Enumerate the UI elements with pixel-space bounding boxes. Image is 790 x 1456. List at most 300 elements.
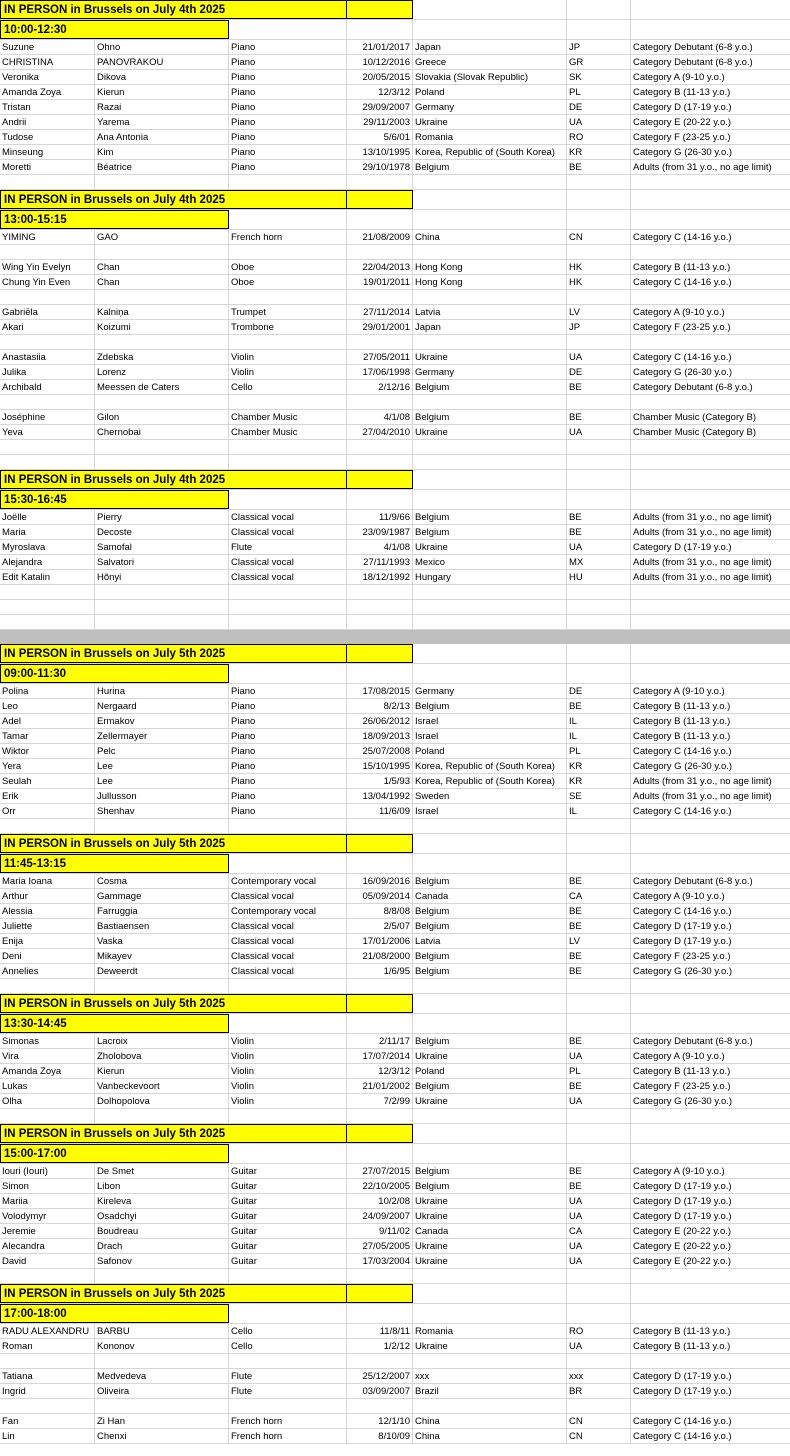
empty-cell[interactable]: [0, 395, 95, 409]
last-name-cell[interactable]: Ermakov: [95, 714, 229, 728]
category-cell[interactable]: Category D (17-19 y.o.): [633, 935, 732, 947]
country-code-cell[interactable]: SK: [567, 70, 631, 84]
first-name-cell[interactable]: Maria Ioana: [0, 874, 95, 888]
last-name-cell[interactable]: Decoste: [95, 525, 229, 539]
country-cell[interactable]: Hong Kong: [413, 275, 567, 289]
country-code-cell[interactable]: UA: [567, 350, 631, 364]
instrument-cell[interactable]: Guitar: [229, 1224, 347, 1238]
first-name-cell[interactable]: Veronika: [0, 70, 95, 84]
empty-cell[interactable]: [567, 1014, 631, 1033]
empty-cell[interactable]: [347, 20, 413, 39]
country-cell[interactable]: Belgium: [413, 525, 567, 539]
empty-cell[interactable]: [631, 834, 790, 853]
country-cell[interactable]: Ukraine: [413, 1339, 567, 1353]
instrument-cell[interactable]: Piano: [229, 714, 347, 728]
empty-cell[interactable]: [413, 395, 567, 409]
empty-cell[interactable]: [413, 1124, 567, 1143]
country-code-cell[interactable]: UA: [567, 1339, 631, 1353]
time-slot[interactable]: 10:00-12:30: [0, 20, 229, 39]
country-code-cell[interactable]: BE: [567, 964, 631, 978]
empty-cell[interactable]: [631, 854, 790, 873]
country-code-cell[interactable]: GR: [567, 55, 631, 69]
country-code-cell[interactable]: xxx: [567, 1369, 631, 1383]
instrument-cell[interactable]: Piano: [229, 774, 347, 788]
country-cell[interactable]: xxx: [413, 1369, 567, 1383]
country-code-cell[interactable]: UA: [567, 1094, 631, 1108]
empty-cell[interactable]: [0, 1109, 95, 1123]
instrument-cell[interactable]: Guitar: [229, 1239, 347, 1253]
last-name-cell[interactable]: Hõnyi: [95, 570, 229, 584]
category-cell[interactable]: Adults (from 31 y.o., no age limit): [633, 161, 772, 173]
country-cell[interactable]: Hong Kong: [413, 260, 567, 274]
birth-date-cell[interactable]: 27/11/2014: [347, 305, 413, 319]
country-cell[interactable]: Sweden: [413, 789, 567, 803]
first-name-cell[interactable]: Akari: [0, 320, 95, 334]
empty-cell[interactable]: [413, 644, 567, 663]
instrument-cell[interactable]: French horn: [229, 1429, 347, 1443]
country-code-cell[interactable]: BE: [567, 949, 631, 963]
first-name-cell[interactable]: Julika: [0, 365, 95, 379]
country-cell[interactable]: Belgium: [413, 949, 567, 963]
birth-date-cell[interactable]: 9/11/02: [347, 1224, 413, 1238]
country-code-cell[interactable]: IL: [567, 729, 631, 743]
instrument-cell[interactable]: Trombone: [229, 320, 347, 334]
instrument-cell[interactable]: Violin: [229, 1034, 347, 1048]
last-name-cell[interactable]: Safonov: [95, 1254, 229, 1268]
empty-cell[interactable]: [413, 290, 567, 304]
last-name-cell[interactable]: Koizumi: [95, 320, 229, 334]
instrument-cell[interactable]: Guitar: [229, 1254, 347, 1268]
empty-cell[interactable]: [413, 470, 567, 489]
country-cell[interactable]: Korea, Republic of (South Korea): [413, 759, 567, 773]
birth-date-cell[interactable]: 1/2/12: [347, 1339, 413, 1353]
first-name-cell[interactable]: Yeva: [0, 425, 95, 439]
birth-date-cell[interactable]: 13/10/1995: [347, 145, 413, 159]
instrument-cell[interactable]: Classical vocal: [229, 964, 347, 978]
empty-cell[interactable]: [229, 819, 347, 833]
instrument-cell[interactable]: Classical vocal: [229, 510, 347, 524]
country-code-cell[interactable]: DE: [567, 365, 631, 379]
empty-cell[interactable]: [631, 470, 790, 489]
empty-cell[interactable]: [631, 1284, 790, 1303]
birth-date-cell[interactable]: 12/1/10: [347, 1414, 413, 1428]
section-title[interactable]: IN PERSON in Brussels on July 5th 2025: [0, 1284, 347, 1303]
empty-cell[interactable]: [0, 979, 95, 993]
empty-cell[interactable]: [347, 455, 413, 469]
empty-cell[interactable]: [95, 290, 229, 304]
first-name-cell[interactable]: Adel: [0, 714, 95, 728]
last-name-cell[interactable]: Lacroix: [95, 1034, 229, 1048]
country-code-cell[interactable]: BE: [567, 160, 631, 174]
empty-cell[interactable]: [413, 1109, 567, 1123]
empty-cell[interactable]: [631, 1269, 790, 1283]
empty-cell[interactable]: [567, 979, 631, 993]
instrument-cell[interactable]: French horn: [229, 230, 347, 244]
instrument-cell[interactable]: Classical vocal: [229, 949, 347, 963]
empty-cell[interactable]: [567, 1124, 631, 1143]
empty-cell[interactable]: [413, 210, 567, 229]
empty-cell[interactable]: [229, 290, 347, 304]
empty-cell[interactable]: [347, 490, 413, 509]
empty-cell[interactable]: [347, 615, 413, 629]
empty-cell[interactable]: [567, 1284, 631, 1303]
last-name-cell[interactable]: Boudreau: [95, 1224, 229, 1238]
category-cell[interactable]: Category G (26-30 y.o.): [633, 146, 733, 158]
country-cell[interactable]: Korea, Republic of (South Korea): [413, 774, 567, 788]
empty-cell[interactable]: [567, 644, 631, 663]
empty-cell[interactable]: [347, 1109, 413, 1123]
empty-cell[interactable]: [0, 455, 95, 469]
country-cell[interactable]: Ukraine: [413, 1239, 567, 1253]
birth-date-cell[interactable]: 27/11/1993: [347, 555, 413, 569]
birth-date-cell[interactable]: 18/09/2013: [347, 729, 413, 743]
last-name-cell[interactable]: Béatrice: [95, 160, 229, 174]
empty-cell[interactable]: [229, 210, 347, 229]
country-code-cell[interactable]: CA: [567, 889, 631, 903]
empty-cell[interactable]: [0, 1399, 95, 1413]
country-cell[interactable]: Germany: [413, 684, 567, 698]
first-name-cell[interactable]: Deni: [0, 949, 95, 963]
country-code-cell[interactable]: KR: [567, 774, 631, 788]
instrument-cell[interactable]: Contemporary vocal: [229, 874, 347, 888]
first-name-cell[interactable]: Suzune: [0, 40, 95, 54]
instrument-cell[interactable]: Chamber Music: [229, 425, 347, 439]
category-cell[interactable]: Category F (23-25 y.o.): [633, 321, 731, 333]
instrument-cell[interactable]: Violin: [229, 350, 347, 364]
country-cell[interactable]: Ukraine: [413, 115, 567, 129]
first-name-cell[interactable]: Tudose: [0, 130, 95, 144]
country-code-cell[interactable]: UA: [567, 1254, 631, 1268]
birth-date-cell[interactable]: 1/5/93: [347, 774, 413, 788]
last-name-cell[interactable]: Deweerdt: [95, 964, 229, 978]
empty-cell[interactable]: [347, 1144, 413, 1163]
instrument-cell[interactable]: Flute: [229, 1384, 347, 1398]
empty-cell[interactable]: [413, 1304, 567, 1323]
section-title-extension[interactable]: [347, 190, 413, 209]
empty-cell[interactable]: [347, 210, 413, 229]
empty-cell[interactable]: [95, 979, 229, 993]
last-name-cell[interactable]: Razai: [95, 100, 229, 114]
section-title[interactable]: IN PERSON in Brussels on July 5th 2025: [0, 1124, 347, 1143]
category-cell[interactable]: Category D (17-19 y.o.): [633, 1195, 732, 1207]
birth-date-cell[interactable]: 8/2/13: [347, 699, 413, 713]
category-cell[interactable]: Category C (14-16 y.o.): [633, 745, 732, 757]
empty-cell[interactable]: [631, 190, 790, 209]
country-code-cell[interactable]: BE: [567, 919, 631, 933]
country-cell[interactable]: Greece: [413, 55, 567, 69]
instrument-cell[interactable]: Chamber Music: [229, 410, 347, 424]
empty-cell[interactable]: [95, 819, 229, 833]
empty-cell[interactable]: [567, 20, 631, 39]
birth-date-cell[interactable]: 27/05/2011: [347, 350, 413, 364]
empty-cell[interactable]: [229, 20, 347, 39]
instrument-cell[interactable]: Piano: [229, 789, 347, 803]
empty-cell[interactable]: [413, 615, 567, 629]
empty-cell[interactable]: [631, 1109, 790, 1123]
birth-date-cell[interactable]: 10/12/2016: [347, 55, 413, 69]
country-code-cell[interactable]: DE: [567, 100, 631, 114]
first-name-cell[interactable]: Olha: [0, 1094, 95, 1108]
country-cell[interactable]: China: [413, 1429, 567, 1443]
empty-cell[interactable]: [95, 175, 229, 189]
empty-cell[interactable]: [567, 600, 631, 614]
last-name-cell[interactable]: Kim: [95, 145, 229, 159]
instrument-cell[interactable]: Piano: [229, 759, 347, 773]
empty-cell[interactable]: [347, 1354, 413, 1368]
empty-cell[interactable]: [413, 20, 567, 39]
last-name-cell[interactable]: Bastiaensen: [95, 919, 229, 933]
empty-cell[interactable]: [631, 979, 790, 993]
empty-cell[interactable]: [413, 1284, 567, 1303]
last-name-cell[interactable]: Shenhav: [95, 804, 229, 818]
instrument-cell[interactable]: Classical vocal: [229, 525, 347, 539]
country-cell[interactable]: Korea, Republic of (South Korea): [413, 145, 567, 159]
last-name-cell[interactable]: BARBU: [95, 1324, 229, 1338]
first-name-cell[interactable]: Seulah: [0, 774, 95, 788]
first-name-cell[interactable]: Vira: [0, 1049, 95, 1063]
empty-cell[interactable]: [229, 440, 347, 454]
time-slot[interactable]: 09:00-11:30: [0, 664, 229, 683]
empty-cell[interactable]: [0, 1354, 95, 1368]
empty-cell[interactable]: [631, 644, 790, 663]
country-cell[interactable]: Latvia: [413, 934, 567, 948]
empty-cell[interactable]: [567, 190, 631, 209]
empty-cell[interactable]: [95, 615, 229, 629]
empty-cell[interactable]: [567, 210, 631, 229]
birth-date-cell[interactable]: 8/8/08: [347, 904, 413, 918]
country-code-cell[interactable]: RO: [567, 1324, 631, 1338]
first-name-cell[interactable]: Leo: [0, 699, 95, 713]
last-name-cell[interactable]: Kononov: [95, 1339, 229, 1353]
country-code-cell[interactable]: IL: [567, 804, 631, 818]
first-name-cell[interactable]: Roman: [0, 1339, 95, 1353]
category-cell[interactable]: Category B (11-13 y.o.): [633, 700, 731, 712]
first-name-cell[interactable]: Minseung: [0, 145, 95, 159]
country-cell[interactable]: Poland: [413, 744, 567, 758]
first-name-cell[interactable]: Orr: [0, 804, 95, 818]
empty-cell[interactable]: [413, 245, 567, 259]
time-slot[interactable]: 15:00-17:00: [0, 1144, 229, 1163]
birth-date-cell[interactable]: 11/9/66: [347, 510, 413, 524]
birth-date-cell[interactable]: 17/08/2015: [347, 684, 413, 698]
instrument-cell[interactable]: Guitar: [229, 1194, 347, 1208]
category-cell[interactable]: Category A (9-10 y.o.): [633, 1165, 725, 1177]
birth-date-cell[interactable]: 17/07/2014: [347, 1049, 413, 1063]
instrument-cell[interactable]: Flute: [229, 540, 347, 554]
country-code-cell[interactable]: HK: [567, 275, 631, 289]
empty-cell[interactable]: [347, 245, 413, 259]
time-slot[interactable]: 15:30-16:45: [0, 490, 229, 509]
first-name-cell[interactable]: Wiktor: [0, 744, 95, 758]
last-name-cell[interactable]: Zellermayer: [95, 729, 229, 743]
section-title[interactable]: IN PERSON in Brussels on July 4th 2025: [0, 190, 347, 209]
instrument-cell[interactable]: Oboe: [229, 275, 347, 289]
first-name-cell[interactable]: Wing Yin Evelyn: [0, 260, 95, 274]
empty-cell[interactable]: [0, 819, 95, 833]
empty-cell[interactable]: [413, 994, 567, 1013]
category-cell[interactable]: Category C (14-16 y.o.): [633, 1430, 732, 1442]
birth-date-cell[interactable]: 21/01/2017: [347, 40, 413, 54]
empty-cell[interactable]: [567, 455, 631, 469]
country-code-cell[interactable]: PL: [567, 85, 631, 99]
country-cell[interactable]: Israel: [413, 714, 567, 728]
empty-cell[interactable]: [347, 819, 413, 833]
country-cell[interactable]: Germany: [413, 100, 567, 114]
first-name-cell[interactable]: Joëlle: [0, 510, 95, 524]
country-cell[interactable]: Brazil: [413, 1384, 567, 1398]
empty-cell[interactable]: [567, 0, 631, 19]
category-cell[interactable]: Category C (14-16 y.o.): [633, 805, 732, 817]
empty-cell[interactable]: [567, 1354, 631, 1368]
country-cell[interactable]: Canada: [413, 889, 567, 903]
category-cell[interactable]: Category D (17-19 y.o.): [633, 541, 732, 553]
last-name-cell[interactable]: Kierun: [95, 1064, 229, 1078]
section-title-extension[interactable]: [347, 644, 413, 663]
category-cell[interactable]: Category Debutant (6-8 y.o.): [633, 875, 753, 887]
category-cell[interactable]: Category E (20-22 y.o.): [633, 1255, 732, 1267]
first-name-cell[interactable]: Polina: [0, 684, 95, 698]
country-cell[interactable]: Romania: [413, 1324, 567, 1338]
instrument-cell[interactable]: Piano: [229, 744, 347, 758]
empty-cell[interactable]: [567, 615, 631, 629]
empty-cell[interactable]: [631, 20, 790, 39]
section-title[interactable]: IN PERSON in Brussels on July 5th 2025: [0, 834, 347, 853]
category-cell[interactable]: Category F (23-25 y.o.): [633, 950, 731, 962]
birth-date-cell[interactable]: 12/3/12: [347, 85, 413, 99]
instrument-cell[interactable]: Piano: [229, 145, 347, 159]
country-code-cell[interactable]: BE: [567, 1179, 631, 1193]
category-cell[interactable]: Category G (26-30 y.o.): [633, 1095, 733, 1107]
country-cell[interactable]: Ukraine: [413, 1194, 567, 1208]
instrument-cell[interactable]: Violin: [229, 1049, 347, 1063]
country-cell[interactable]: China: [413, 1414, 567, 1428]
birth-date-cell[interactable]: 2/5/07: [347, 919, 413, 933]
birth-date-cell[interactable]: 17/03/2004: [347, 1254, 413, 1268]
empty-cell[interactable]: [229, 854, 347, 873]
empty-cell[interactable]: [347, 585, 413, 599]
empty-cell[interactable]: [567, 819, 631, 833]
category-cell[interactable]: Category B (11-13 y.o.): [633, 1340, 731, 1352]
empty-cell[interactable]: [0, 335, 95, 349]
first-name-cell[interactable]: Yera: [0, 759, 95, 773]
category-cell[interactable]: Category B (11-13 y.o.): [633, 1065, 731, 1077]
category-cell[interactable]: Adults (from 31 y.o., no age limit): [633, 775, 772, 787]
birth-date-cell[interactable]: 25/12/2007: [347, 1369, 413, 1383]
birth-date-cell[interactable]: 27/05/2005: [347, 1239, 413, 1253]
category-cell[interactable]: Category D (17-19 y.o.): [633, 1385, 732, 1397]
first-name-cell[interactable]: Tamar: [0, 729, 95, 743]
birth-date-cell[interactable]: 16/09/2016: [347, 874, 413, 888]
empty-cell[interactable]: [347, 1399, 413, 1413]
first-name-cell[interactable]: Mariia: [0, 1194, 95, 1208]
empty-cell[interactable]: [347, 1014, 413, 1033]
empty-cell[interactable]: [0, 615, 95, 629]
birth-date-cell[interactable]: 15/10/1995: [347, 759, 413, 773]
instrument-cell[interactable]: Contemporary vocal: [229, 904, 347, 918]
country-code-cell[interactable]: UA: [567, 115, 631, 129]
empty-cell[interactable]: [631, 1399, 790, 1413]
country-code-cell[interactable]: DE: [567, 684, 631, 698]
country-code-cell[interactable]: PL: [567, 1064, 631, 1078]
empty-cell[interactable]: [567, 245, 631, 259]
empty-cell[interactable]: [229, 1144, 347, 1163]
instrument-cell[interactable]: Flute: [229, 1369, 347, 1383]
country-code-cell[interactable]: BE: [567, 1164, 631, 1178]
country-cell[interactable]: Poland: [413, 85, 567, 99]
section-title-extension[interactable]: [347, 0, 413, 19]
category-cell[interactable]: Category E (20-22 y.o.): [633, 1240, 732, 1252]
empty-cell[interactable]: [567, 1269, 631, 1283]
empty-cell[interactable]: [413, 490, 567, 509]
birth-date-cell[interactable]: 18/12/1992: [347, 570, 413, 584]
empty-cell[interactable]: [95, 585, 229, 599]
empty-cell[interactable]: [347, 979, 413, 993]
first-name-cell[interactable]: Chung Yin Even: [0, 275, 95, 289]
empty-cell[interactable]: [631, 290, 790, 304]
category-cell[interactable]: Category C (14-16 y.o.): [633, 351, 732, 363]
empty-cell[interactable]: [567, 585, 631, 599]
category-cell[interactable]: Category G (26-30 y.o.): [633, 760, 733, 772]
last-name-cell[interactable]: Zholobova: [95, 1049, 229, 1063]
empty-cell[interactable]: [95, 1109, 229, 1123]
first-name-cell[interactable]: Erik: [0, 789, 95, 803]
instrument-cell[interactable]: Piano: [229, 699, 347, 713]
birth-date-cell[interactable]: 19/01/2011: [347, 275, 413, 289]
section-title-extension[interactable]: [347, 994, 413, 1013]
birth-date-cell[interactable]: 10/2/08: [347, 1194, 413, 1208]
category-cell[interactable]: Category A (9-10 y.o.): [633, 1050, 725, 1062]
country-cell[interactable]: Belgium: [413, 1034, 567, 1048]
birth-date-cell[interactable]: 24/09/2007: [347, 1209, 413, 1223]
country-code-cell[interactable]: IL: [567, 714, 631, 728]
country-cell[interactable]: Ukraine: [413, 1209, 567, 1223]
first-name-cell[interactable]: Juliette: [0, 919, 95, 933]
category-cell[interactable]: Adults (from 31 y.o., no age limit): [633, 511, 772, 523]
instrument-cell[interactable]: Trumpet: [229, 305, 347, 319]
instrument-cell[interactable]: Guitar: [229, 1164, 347, 1178]
instrument-cell[interactable]: Piano: [229, 729, 347, 743]
empty-cell[interactable]: [631, 664, 790, 683]
empty-cell[interactable]: [631, 994, 790, 1013]
birth-date-cell[interactable]: 4/1/08: [347, 540, 413, 554]
empty-cell[interactable]: [229, 1354, 347, 1368]
country-cell[interactable]: Israel: [413, 804, 567, 818]
empty-cell[interactable]: [0, 600, 95, 614]
first-name-cell[interactable]: Archibald: [0, 380, 95, 394]
empty-cell[interactable]: [413, 1354, 567, 1368]
empty-cell[interactable]: [95, 440, 229, 454]
country-code-cell[interactable]: MX: [567, 555, 631, 569]
birth-date-cell[interactable]: 29/09/2007: [347, 100, 413, 114]
empty-cell[interactable]: [631, 440, 790, 454]
empty-cell[interactable]: [347, 1269, 413, 1283]
last-name-cell[interactable]: Hurina: [95, 684, 229, 698]
empty-cell[interactable]: [413, 664, 567, 683]
last-name-cell[interactable]: Meessen de Caters: [95, 380, 229, 394]
empty-cell[interactable]: [95, 1269, 229, 1283]
empty-cell[interactable]: [229, 600, 347, 614]
empty-cell[interactable]: [347, 335, 413, 349]
first-name-cell[interactable]: Simon: [0, 1179, 95, 1193]
first-name-cell[interactable]: Gabriēla: [0, 305, 95, 319]
birth-date-cell[interactable]: 11/6/09: [347, 804, 413, 818]
birth-date-cell[interactable]: 5/6/01: [347, 130, 413, 144]
last-name-cell[interactable]: Dikova: [95, 70, 229, 84]
first-name-cell[interactable]: Amanda Zoya: [0, 85, 95, 99]
country-cell[interactable]: China: [413, 230, 567, 244]
instrument-cell[interactable]: Violin: [229, 365, 347, 379]
birth-date-cell[interactable]: 21/01/2002: [347, 1079, 413, 1093]
